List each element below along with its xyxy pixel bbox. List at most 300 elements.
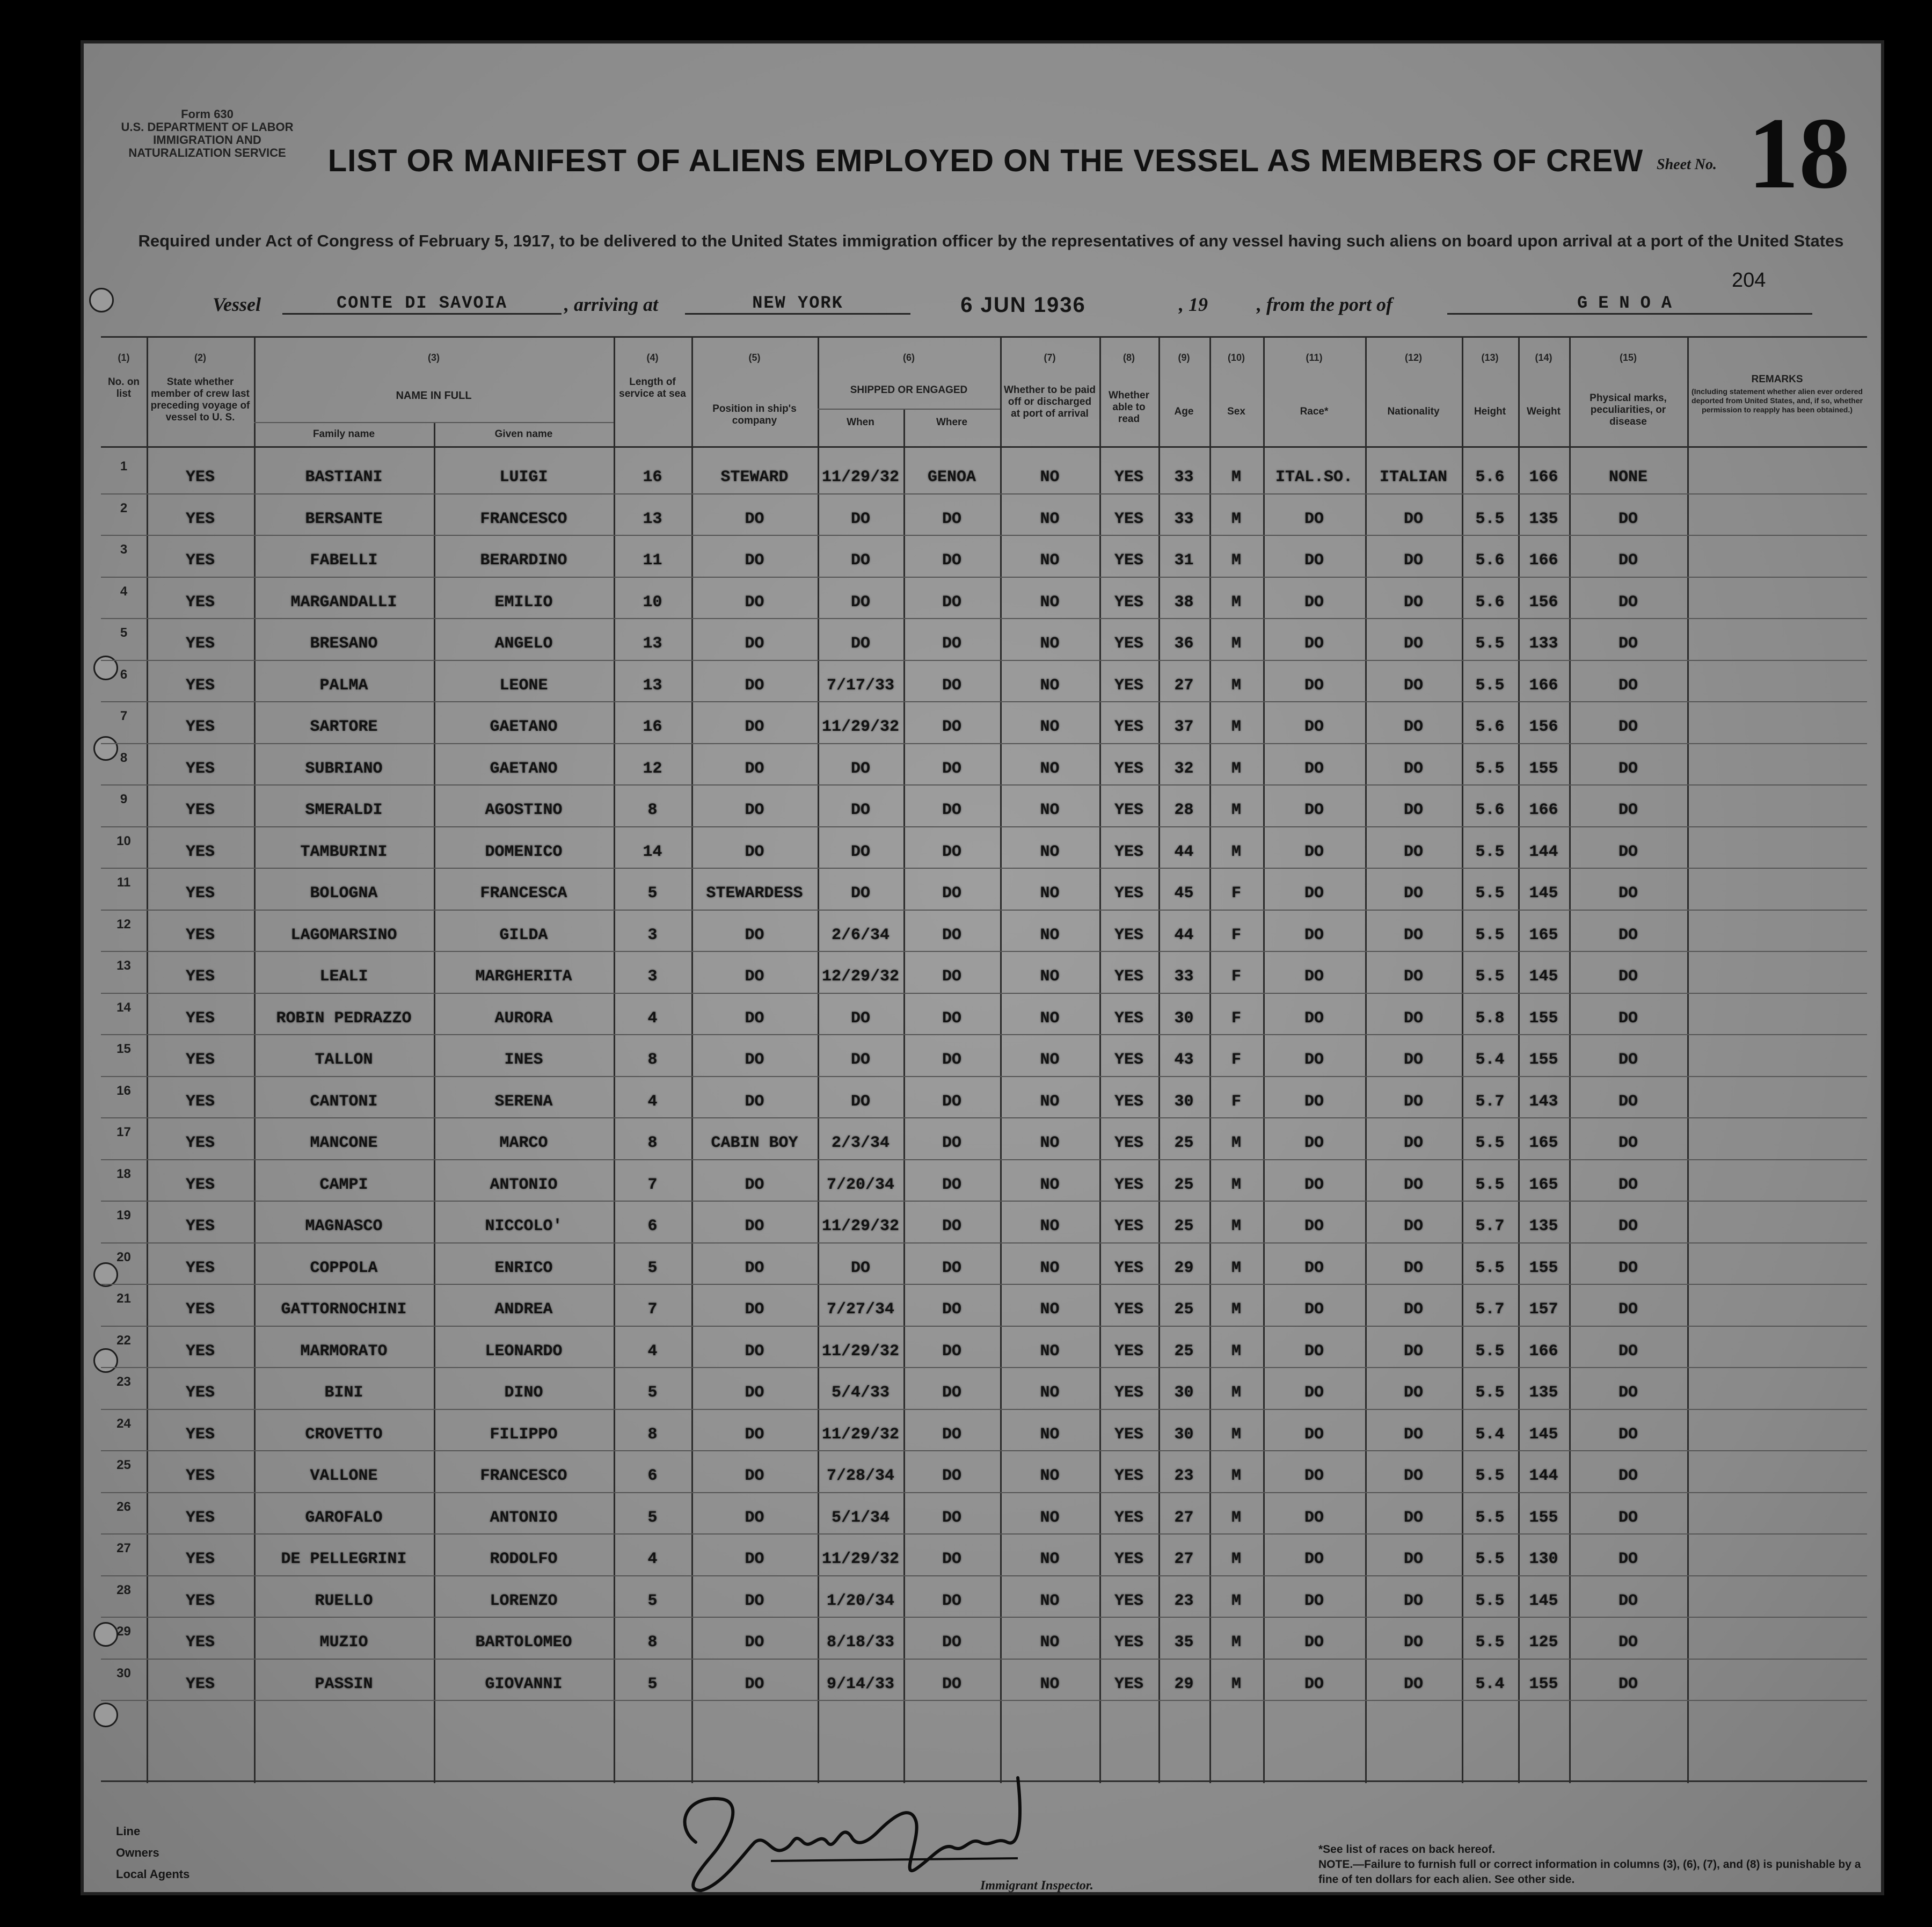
cell-position: DO (745, 510, 764, 528)
cell-race: DO (1304, 1300, 1324, 1319)
cell-race: DO (1304, 1467, 1324, 1485)
cell-when: 2/3/34 (831, 1134, 890, 1152)
cell-marks: DO (1618, 551, 1638, 570)
cell-paid: NO (1040, 1633, 1060, 1652)
cell-nat: DO (1403, 718, 1423, 736)
cell-read: YES (1114, 1092, 1143, 1111)
cell-marks: DO (1618, 1259, 1638, 1277)
cell-race: DO (1304, 1591, 1324, 1610)
arriving-label: , arriving at (564, 294, 659, 315)
cell-age: 30 (1174, 1009, 1194, 1028)
cell-age: 29 (1174, 1675, 1194, 1693)
cell-paid: NO (1040, 842, 1060, 861)
cell-height: 5.4 (1475, 1675, 1505, 1693)
cell-paid: NO (1040, 718, 1060, 736)
sheet-number: 18 (1748, 97, 1850, 210)
cell-height: 5.5 (1475, 1550, 1505, 1568)
cell-read: YES (1114, 1425, 1143, 1444)
cell-read: YES (1114, 1300, 1143, 1319)
cell-nat: DO (1403, 1175, 1423, 1194)
cell-race: ITAL.SO. (1275, 468, 1353, 486)
cell-weight: 145 (1529, 1591, 1558, 1610)
cell-marks: DO (1618, 510, 1638, 528)
cell-service: 5 (647, 1591, 658, 1610)
table-row (101, 1242, 1867, 1284)
cell-when: 5/4/33 (831, 1384, 890, 1402)
cell-position: DO (745, 1300, 764, 1319)
cell-given: MARCO (499, 1134, 548, 1152)
penalty-note: NOTE.—Failure to furnish full or correct information in columns (3), (6), (7), and (8) is punishable by a fine of ten dollars for each alien. See other side. (1318, 1858, 1861, 1886)
cell-height: 5.5 (1475, 635, 1505, 653)
cell-sex: M (1231, 468, 1241, 486)
cell-marks: DO (1618, 842, 1638, 861)
cell-position: DO (745, 676, 764, 695)
cell-service: 4 (647, 1009, 658, 1028)
cell-service: 8 (647, 801, 658, 819)
cell-nat: DO (1403, 1051, 1423, 1069)
cell-marks: DO (1618, 1550, 1638, 1568)
cell-sex: M (1231, 1633, 1241, 1652)
row-number: 2 (120, 500, 128, 515)
cell-age: 23 (1174, 1467, 1194, 1485)
cell-weight: 135 (1529, 510, 1558, 528)
cell-nat: DO (1403, 1009, 1423, 1028)
cell-read: YES (1114, 1508, 1143, 1527)
cell-age: 25 (1174, 1300, 1194, 1319)
cell-when: DO (850, 759, 870, 778)
row-number: 11 (116, 875, 131, 890)
cell-paid: NO (1040, 1467, 1060, 1485)
cell-family: PASSIN (315, 1675, 373, 1693)
cell-race: DO (1304, 1425, 1324, 1444)
cell-sex: M (1231, 1467, 1241, 1485)
cell-prev: YES (185, 1092, 215, 1111)
row-number: 10 (116, 833, 131, 848)
cell-prev: YES (185, 1051, 215, 1069)
table-row (101, 993, 1867, 1034)
cell-read: YES (1114, 801, 1143, 819)
cell-weight: 125 (1529, 1633, 1558, 1652)
cell-nat: DO (1403, 926, 1423, 944)
cell-family: VALLONE (310, 1467, 378, 1485)
cell-position: STEWARDESS (706, 884, 803, 903)
cell-race: DO (1304, 1051, 1324, 1069)
cell-where: DO (942, 968, 961, 986)
cell-sex: M (1231, 1217, 1241, 1235)
cell-age: 30 (1174, 1425, 1194, 1444)
cell-marks: DO (1618, 718, 1638, 736)
cell-prev: YES (185, 968, 215, 986)
cell-sex: M (1231, 1384, 1241, 1402)
cell-when: 7/27/34 (826, 1300, 895, 1319)
page-number: 204 (1732, 269, 1766, 292)
column-header-name: NAME IN FULL (396, 390, 472, 402)
cell-where: DO (942, 1051, 961, 1069)
cell-given: ENRICO (494, 1259, 553, 1277)
cell-where: DO (942, 1675, 961, 1693)
cell-family: BRESANO (310, 635, 378, 653)
cell-age: 27 (1174, 676, 1194, 695)
cell-paid: NO (1040, 1217, 1060, 1235)
table-row (101, 1367, 1867, 1408)
cell-given: FRANCESCO (480, 1467, 567, 1485)
footer-notes (1318, 1842, 1866, 1887)
column-header-paid-off: Whether to be paid off or discharged at port of arrival (1004, 384, 1096, 419)
row-number: 28 (116, 1582, 131, 1597)
cell-service: 6 (647, 1217, 658, 1235)
cell-family: CANTONI (310, 1092, 378, 1111)
cell-height: 5.7 (1475, 1300, 1505, 1319)
cell-height: 5.5 (1475, 926, 1505, 944)
cell-prev: YES (185, 926, 215, 944)
punch-hole (89, 288, 114, 312)
cell-age: 36 (1174, 635, 1194, 653)
cell-when: DO (850, 801, 870, 819)
cell-weight: 155 (1529, 1051, 1558, 1069)
cell-sex: M (1231, 1550, 1241, 1568)
cell-height: 5.6 (1475, 551, 1505, 570)
cell-sex: M (1231, 1508, 1241, 1527)
row-number: 5 (120, 626, 128, 640)
row-number: 16 (116, 1083, 131, 1098)
cell-read: YES (1114, 676, 1143, 695)
table-row (101, 784, 1867, 826)
cell-service: 5 (647, 1259, 658, 1277)
cell-sex: M (1231, 1342, 1241, 1361)
cell-marks: DO (1618, 676, 1638, 695)
cell-age: 25 (1174, 1217, 1194, 1235)
cell-where: DO (942, 1550, 961, 1568)
cell-sex: M (1231, 718, 1241, 736)
cell-weight: 166 (1529, 676, 1558, 695)
cell-given: ANTONIO (490, 1508, 558, 1527)
row-number: 24 (116, 1416, 131, 1431)
cell-read: YES (1114, 718, 1143, 736)
cell-marks: DO (1618, 1384, 1638, 1402)
cell-marks: DO (1618, 1217, 1638, 1235)
cell-prev: YES (185, 551, 215, 570)
cell-read: YES (1114, 968, 1143, 986)
cell-given: ANGELO (494, 635, 553, 653)
row-number: 17 (116, 1125, 131, 1139)
cell-weight: 130 (1529, 1550, 1558, 1568)
cell-position: DO (745, 1051, 764, 1069)
cell-family: TAMBURINI (300, 842, 388, 861)
cell-read: YES (1114, 1467, 1143, 1485)
cell-paid: NO (1040, 1134, 1060, 1152)
cell-position: DO (745, 1384, 764, 1402)
cell-race: DO (1304, 510, 1324, 528)
column-number: (14) (1535, 352, 1552, 363)
cell-age: 32 (1174, 759, 1194, 778)
cell-race: DO (1304, 1384, 1324, 1402)
cell-prev: YES (185, 468, 215, 486)
cell-weight: 155 (1529, 1508, 1558, 1527)
cell-when: 5/1/34 (831, 1508, 890, 1527)
table-row (101, 1533, 1867, 1575)
table-row (101, 577, 1867, 618)
cell-nat: DO (1403, 1217, 1423, 1235)
cell-race: DO (1304, 1342, 1324, 1361)
cell-where: DO (942, 1175, 961, 1194)
cell-given: DINO (504, 1384, 543, 1402)
cell-prev: YES (185, 510, 215, 528)
table-row (101, 1659, 1867, 1700)
table-row (101, 868, 1867, 909)
cell-read: YES (1114, 635, 1143, 653)
cell-age: 30 (1174, 1384, 1194, 1402)
row-number: 19 (116, 1208, 131, 1223)
cell-height: 5.7 (1475, 1092, 1505, 1111)
cell-weight: 166 (1529, 801, 1558, 819)
column-header-sex: Sex (1227, 406, 1245, 417)
cell-position: DO (745, 1342, 764, 1361)
cell-height: 5.8 (1475, 1009, 1505, 1028)
cell-age: 28 (1174, 801, 1194, 819)
cell-sex: F (1231, 968, 1241, 986)
cell-sex: M (1231, 1675, 1241, 1693)
cell-service: 10 (643, 593, 662, 612)
cell-read: YES (1114, 1675, 1143, 1693)
cell-read: YES (1114, 510, 1143, 528)
table-row (101, 1076, 1867, 1117)
cell-nat: DO (1403, 635, 1423, 653)
cell-where: DO (942, 759, 961, 778)
cell-nat: ITALIAN (1379, 468, 1448, 486)
cell-service: 13 (643, 635, 662, 653)
table-row (101, 1492, 1867, 1533)
table-row (101, 951, 1867, 992)
cell-sex: M (1231, 1425, 1241, 1444)
vessel-line (213, 293, 1823, 325)
cell-when: 11/29/32 (821, 718, 900, 736)
column-number: (1) (118, 352, 130, 363)
cell-age: 27 (1174, 1550, 1194, 1568)
cell-family: CAMPI (319, 1175, 368, 1194)
cell-when: 12/29/32 (821, 968, 900, 986)
cell-height: 5.5 (1475, 1259, 1505, 1277)
cell-marks: NONE (1608, 468, 1647, 486)
cell-service: 8 (647, 1134, 658, 1152)
cell-service: 11 (643, 551, 662, 570)
cell-service: 16 (643, 468, 662, 486)
cell-paid: NO (1040, 1009, 1060, 1028)
cell-weight: 155 (1529, 1009, 1558, 1028)
cell-age: 25 (1174, 1342, 1194, 1361)
cell-weight: 144 (1529, 842, 1558, 861)
cell-nat: DO (1403, 884, 1423, 903)
cell-given: GAETANO (490, 759, 558, 778)
cell-service: 3 (647, 968, 658, 986)
cell-position: DO (745, 593, 764, 612)
cell-paid: NO (1040, 1425, 1060, 1444)
sheet-number-label: Sheet No. (1657, 156, 1717, 173)
cell-where: DO (942, 842, 961, 861)
vessel-name: CONTE DI SAVOIA (282, 293, 562, 315)
cell-family: BINI (324, 1384, 363, 1402)
column-number: (10) (1227, 352, 1245, 363)
cell-paid: NO (1040, 551, 1060, 570)
row-number: 25 (116, 1458, 131, 1472)
cell-given: AURORA (494, 1009, 553, 1028)
column-header-no: No. on list (107, 376, 140, 399)
cell-given: MARGHERITA (475, 968, 572, 986)
cell-prev: YES (185, 842, 215, 861)
column-header-when: When (847, 417, 874, 428)
cell-weight: 155 (1529, 1259, 1558, 1277)
cell-paid: NO (1040, 926, 1060, 944)
cell-height: 5.5 (1475, 1591, 1505, 1610)
cell-position: DO (745, 1467, 764, 1485)
cell-sex: M (1231, 510, 1241, 528)
cell-given: ANTONIO (490, 1175, 558, 1194)
cell-where: DO (942, 1217, 961, 1235)
table-row (101, 660, 1867, 701)
cell-race: DO (1304, 884, 1324, 903)
column-number: (9) (1178, 352, 1190, 363)
cell-when: 11/29/32 (821, 1425, 900, 1444)
cell-nat: DO (1403, 1384, 1423, 1402)
cell-given: SERENA (494, 1092, 553, 1111)
cell-race: DO (1304, 551, 1324, 570)
cell-age: 25 (1174, 1134, 1194, 1152)
cell-where: DO (942, 593, 961, 612)
cell-paid: NO (1040, 1051, 1060, 1069)
cell-race: DO (1304, 1175, 1324, 1194)
cell-sex: M (1231, 842, 1241, 861)
cell-marks: DO (1618, 593, 1638, 612)
cell-height: 5.5 (1475, 510, 1505, 528)
cell-where: DO (942, 926, 961, 944)
cell-paid: NO (1040, 884, 1060, 903)
cell-read: YES (1114, 1384, 1143, 1402)
cell-family: SUBRIANO (305, 759, 383, 778)
line-label: Line (116, 1824, 141, 1838)
cell-where: DO (942, 1134, 961, 1152)
table-row (101, 1617, 1867, 1658)
cell-weight: 165 (1529, 926, 1558, 944)
cell-read: YES (1114, 593, 1143, 612)
cell-nat: DO (1403, 1550, 1423, 1568)
cell-marks: DO (1618, 1134, 1638, 1152)
cell-family: COPPOLA (310, 1259, 378, 1277)
cell-nat: DO (1403, 1342, 1423, 1361)
cell-race: DO (1304, 759, 1324, 778)
cell-family: GATTORNOCHINI (281, 1300, 407, 1319)
cell-marks: DO (1618, 1009, 1638, 1028)
cell-paid: NO (1040, 1259, 1060, 1277)
column-header-length-of-service: Length of service at sea (619, 376, 686, 399)
cell-service: 7 (647, 1175, 658, 1194)
cell-age: 45 (1174, 884, 1194, 903)
cell-marks: DO (1618, 884, 1638, 903)
cell-marks: DO (1618, 1092, 1638, 1111)
cell-family: BASTIANI (305, 468, 383, 486)
cell-paid: NO (1040, 1384, 1060, 1402)
cell-when: DO (850, 510, 870, 528)
cell-when: DO (850, 551, 870, 570)
cell-sex: M (1231, 801, 1241, 819)
cell-marks: DO (1618, 968, 1638, 986)
column-header-shipped-engaged: SHIPPED OR ENGAGED (850, 384, 968, 396)
inspector-label: Immigrant Inspector. (980, 1879, 1093, 1893)
cell-weight: 144 (1529, 1467, 1558, 1485)
cell-position: DO (745, 1425, 764, 1444)
cell-where: DO (942, 1342, 961, 1361)
cell-when: 11/29/32 (821, 1217, 900, 1235)
cell-service: 5 (647, 1508, 658, 1527)
cell-prev: YES (185, 801, 215, 819)
cell-age: 31 (1174, 551, 1194, 570)
table-row (101, 1284, 1867, 1325)
column-number: (6) (903, 352, 915, 363)
cell-read: YES (1114, 468, 1143, 486)
form-identifier: Form 630 U.S. DEPARTMENT OF LABOR IMMIGRATION AND NATURALIZATION SERVICE (121, 107, 294, 159)
row-number: 20 (116, 1249, 131, 1264)
cell-service: 4 (647, 1550, 658, 1568)
arrival-port: NEW YORK (685, 293, 910, 315)
cell-sex: F (1231, 1009, 1241, 1028)
cell-height: 5.4 (1475, 1051, 1505, 1069)
cell-family: SARTORE (310, 718, 378, 736)
cell-prev: YES (185, 884, 215, 903)
cell-when: DO (850, 1009, 870, 1028)
cell-family: SMERALDI (305, 801, 383, 819)
row-number: 12 (116, 917, 131, 932)
column-header-family-name: Family name (312, 428, 375, 440)
cell-family: MARGANDALLI (290, 593, 397, 612)
cell-sex: M (1231, 1259, 1241, 1277)
cell-service: 13 (643, 676, 662, 695)
row-number: 1 (120, 459, 128, 474)
cell-position: DO (745, 1175, 764, 1194)
cell-where: DO (942, 1009, 961, 1028)
cell-when: 7/20/34 (826, 1175, 895, 1194)
cell-height: 5.5 (1475, 1467, 1505, 1485)
owners-label: Owners (116, 1846, 159, 1859)
cell-marks: DO (1618, 1675, 1638, 1693)
cell-family: PALMA (319, 676, 368, 695)
cell-sex: M (1231, 759, 1241, 778)
crew-table (101, 336, 1867, 1783)
cell-service: 13 (643, 510, 662, 528)
cell-family: BOLOGNA (310, 884, 378, 903)
cell-weight: 145 (1529, 968, 1558, 986)
cell-sex: M (1231, 676, 1241, 695)
cell-marks: DO (1618, 1051, 1638, 1069)
cell-paid: NO (1040, 593, 1060, 612)
cell-prev: YES (185, 1633, 215, 1652)
cell-given: FRANCESCO (480, 510, 567, 528)
cell-age: 35 (1174, 1633, 1194, 1652)
cell-where: DO (942, 884, 961, 903)
cell-read: YES (1114, 842, 1143, 861)
cell-prev: YES (185, 635, 215, 653)
cell-marks: DO (1618, 759, 1638, 778)
cell-position: DO (745, 551, 764, 570)
cell-when: 8/18/33 (826, 1633, 895, 1652)
cell-weight: 143 (1529, 1092, 1558, 1111)
column-number: (11) (1306, 352, 1323, 363)
cell-age: 29 (1174, 1259, 1194, 1277)
cell-age: 33 (1174, 510, 1194, 528)
cell-paid: NO (1040, 1300, 1060, 1319)
cell-position: DO (745, 968, 764, 986)
cell-race: DO (1304, 1550, 1324, 1568)
cell-weight: 165 (1529, 1134, 1558, 1152)
column-header-height: Height (1474, 406, 1506, 417)
cell-service: 16 (643, 718, 662, 736)
